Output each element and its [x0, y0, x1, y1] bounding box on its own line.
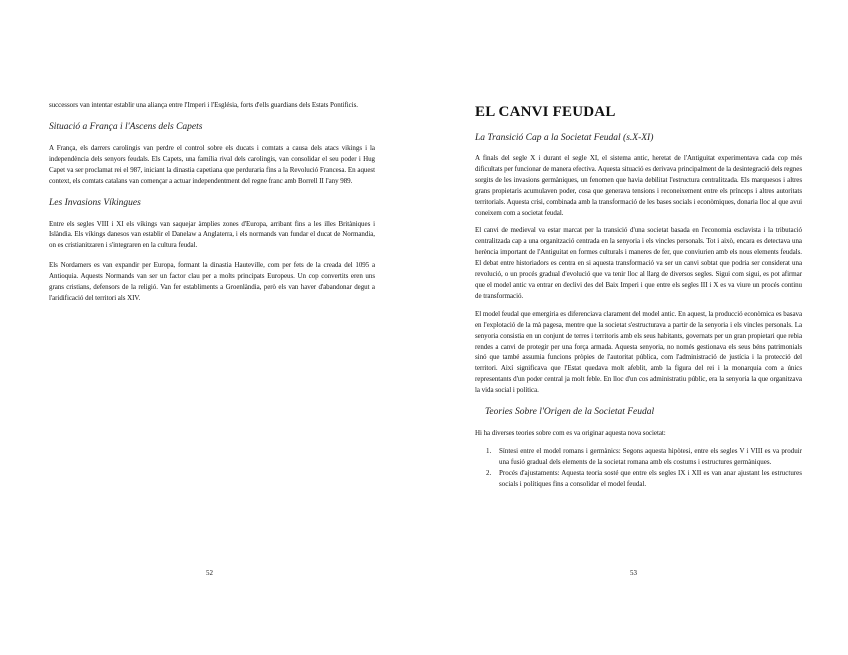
list-item-text: Procés d'ajustaments: Aquesta teoria sosté que entre els segles IX i XII es van anar ajustant les estructures socials i polítiques fins a consolidar el model feudal.: [499, 468, 802, 488]
paragraph-capets: A França, els darrers carolingis van perdre el control sobre els ducats i comtats a causa dels atacs vikings i la independència dels senyors feudals. Els Capets, una família rival dels carolingis, van consolidar el seu poder i Hug Capet va ser proclamat rei el 987, iniciant la dinastia capetiana que perduraria fins a la Revolució Francesa. En aquest context, els comtats catalans van començar a actuar independentment del regne franc amb Borrell II l'any 989.: [49, 143, 375, 185]
section-heading-vikings: Les Invasions Víkingues: [49, 197, 141, 208]
paragraph-transition-3: El model feudal que emergiria es diferenciava clarament del model antic. En aquest, la producció econòmica es basava en l'explotació de la mà pagesa, mentre que la societat s'estructurava a partir de la senyoria i els vincles personals. La senyoria consistia en un conjunt de terres i territoris amb els seus habitants, governats per un gran propietari que rebia rendes a canvi de protegir per una força armada. Aquesta senyoria, no només gestionava els seus béns patrimonials sinó que també assumia funcions pròpies de l'autoritat pública, com l'administració de justícia i la protecció del territori. Així significava que l'Estat quedava molt afeblit, amb la figura del rei i la monarquia com a únics representants d'un poder central ja molt feble. En lloc d'un cos administratiu públic, era la senyoria la que organitzava la vida social i política.: [475, 309, 803, 395]
section-heading-capets: Situació a França i l'Ascens dels Capets: [49, 121, 203, 132]
left-page-column: [49, 100, 375, 311]
list-item: [475, 446, 802, 468]
right-page-column: [475, 100, 802, 490]
list-item-number: 2.: [486, 468, 492, 477]
section-heading-theories: Teories Sobre l'Origen de la Societat Feudal: [485, 407, 655, 418]
section-heading-transition: La Transició Cap a la Societat Feudal (s.X-XI): [475, 133, 654, 143]
theories-intro: Hi ha diverses teories sobre com es va originar aquesta nova societat:: [475, 429, 666, 438]
theories-list: [475, 446, 802, 490]
right-page: [424, 0, 848, 655]
paragraph-vikings-1: Entre els segles VIII i XI els víkings van saquejar àmplies zones d'Europa, arribant fins a les illes Britàniques i Islàndia. Els víkings danesos van establir el Danelaw a Anglaterra, i els normands van fundar el ducat de Normandia, on es cristianitzaren i s'integraren en la cultura feudal.: [49, 219, 375, 250]
list-item-text: Síntesi entre el model romans i germànics: Segons aquesta hipòtesi, entre els segles V i VIII es va produir una fusió gradual dels elements de la societat romana amb els costums i estructures germàniques.: [499, 446, 802, 466]
list-item: [475, 468, 802, 490]
paragraph-transition-2: El canvi de medieval va estar marcat per la transició d'una societat basada en l'economia esclavista i la tributació centralitzada cap a una organització centrada en la senyoria i els vincles personals. Tot i això, encara es detectava una herència important de l'Antiguitat en formes culturals i maneres de fer, que conviurien amb els nous elements feudals. El debat entre historiadors es centra en si aquesta transformació va ser un canvi sobtat que podria ser considerat una revolució, o un procés gradual d'evolució que va tenir lloc al llarg de diversos segles. Sigui com sigui, es pot afirmar que el model antic va entrar en declivi des del Baix Imperi i que entre els segles III i X es va viure un procés continu de transformació.: [475, 226, 802, 300]
chapter-title: EL CANVI FEUDAL: [475, 104, 616, 120]
page-number-left: 52: [206, 569, 213, 577]
paragraph-transition-1: A finals del segle X i durant el segle XI, el sistema antic, heretat de l'Antiguitat experimentava cada cop més dificultats per funcionar de manera efectiva. Aquesta situació es derivava principalment de la desintegració dels regnes sorgits de les invasions germàniques, un fenomen que havia debilitat l'estructura centralitzada. Els marquesos i altres grans propietaris acumulaven poder, cosa que generava tensions i reconeixement entre els prínceps i altres autoritats territorials. Aquesta crisi, combinada amb la transformació de les bases socials i econòmiques, donaria lloc al que avui coneixem com a societat feudal.: [475, 154, 802, 217]
page-number-right: 53: [630, 569, 637, 577]
list-item-number: 1.: [486, 446, 492, 455]
intro-paragraph: successors van intentar establir una aliança entre l'Imperi i l'Església, forts d'ells guardians dels Estats Pontificis.: [49, 101, 359, 109]
paragraph-vikings-2: Els Nordamers es van expandir per Europa, formant la dinastia Hauteville, com per fets de la creada del 1095 a Antioquia. Aquests Normands van ser un factor clau per a molts principats Europeus. Un cop convertits eren uns grans cristians, defensors de la religió. Van fer establiments a Groenlàndia, però els van haver d'abandonar degut a l'aridificació del territori als XIV.: [49, 261, 375, 302]
